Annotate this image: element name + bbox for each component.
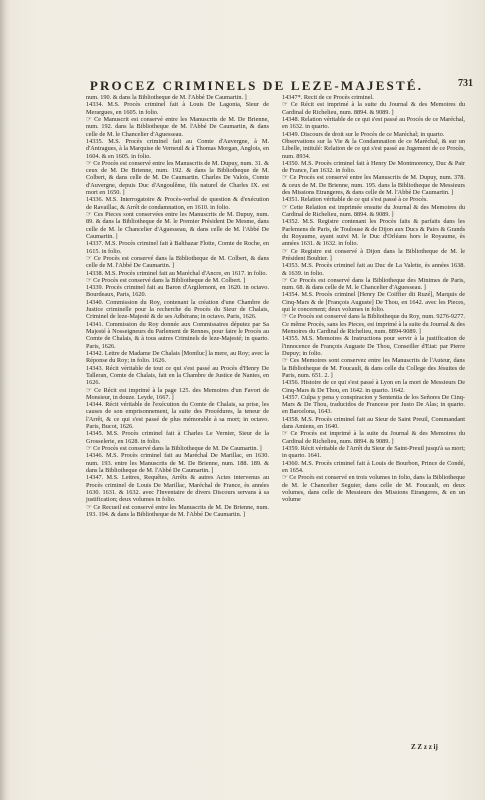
bibliography-entry: ☞ Ces Pieces sont conservées entre les Manuscrits de M. Dupuy, num. 89. & dans la Bibliotheque de M. le Premier Président De Mesme, dans celle de M. le Chancelier d'Aguesseau, & dans celle de M. l'Abbé De Caumartin. ] (86, 211, 269, 240)
right-column (282, 94, 465, 504)
bibliography-entry: 14337. M.S. Procès criminel fait à Balthazar Flotte, Comte de Roche, en 1615. in folio. (86, 240, 269, 255)
bibliography-entry: ☞ Ce Récit est imprimé à la page 125. des Memoires d'un Favori de Monsieur, in douze. Leyde, 1667. ] (86, 386, 269, 401)
bibliography-entry: 14351. Relation véritable de ce qui s'est passé à ce Procès. (282, 196, 428, 204)
bibliography-entry: ☞ Ce Procès est conservé entre les Manuscrits de M. Dupuy, num. 378. & ceux de M. De Brienne, num. 195. dans la Bibliotheque de Messieurs des Missions Etrangeres, & dans celle de M. l'Abbé De Caumartin. ] (282, 174, 465, 197)
bibliography-entry: ☞ Ce Procès est conservé en trois volumes in folio, dans la Bibliotheque de M. le Chancelier Seguier, dans celle de M. Foucault, en deux volumes, dans celle de Messieurs des Missions Etrangeres, & en un volume (282, 474, 465, 504)
page-number: 731 (458, 78, 473, 89)
bibliography-entry: 14349. Discours de droit sur le Procès de ce Maréchal; in quarto. (282, 130, 445, 138)
bibliography-entry: 14348. Relation véritable de ce qui s'est passé au Procès de ce Maréchal, en 1632. in quarto. (282, 115, 465, 131)
bibliography-entry: ☞ Ce Procès est conservé dans la Bibliotheque des Minimes de Paris, num. 68. & dans celle de M. le Chancelier d'Aguesseau. ] (282, 276, 465, 292)
bibliography-entry: 14353. M.S. Procès criminel fait au Duc de La Valette, ès années 1638. & 1639. in folio. (282, 262, 465, 277)
bibliography-entry: 14345. M.S. Procès criminel fait à Charles Le Vernier, Sieur de la Grosselerie, en 1628. in folio. (86, 430, 269, 445)
bibliography-entry: 14354. M.S. Procès criminel [Henry De Coiffier dit Ruzé], Marquis de Cinq-Mars & de [François Auguste] De Thou, en 1642. avec les Pieces, qui le concernent; deux volumes in folio. (282, 291, 465, 314)
bibliography-entry: 14357. Culpa y pena y conspiracion y Sententia de los Señores De Cinq-Mars & De Thou, traducidos de Francese por Justo De Alas; in quarto. en Barcelona, 1643. (282, 393, 465, 416)
bibliography-entry: ☞ Ce Procès est conservé dans la Bibliotheque de M. De Caumartin. ] (86, 445, 262, 452)
signature-mark: Z Z z z ij (411, 743, 438, 751)
bibliography-entry: 14339. Procès criminel fait au Baron d'Argilemont, en 1620. in octavo. Bourdeaux, Paris, 1620. (86, 284, 269, 299)
bibliography-entry: 14356. Histoire de ce qui s'est passé à Lyon en la mort de Messieurs De Cinq-Mars & De Thou, en 1642. in quarto. 1642. (282, 379, 465, 394)
bibliography-entry: 14350. M.S. Procès criminel fait à Henry De Montmorency, Duc & Pair de France, l'an 1632. in folio. (282, 159, 465, 175)
bibliography-entry: 14342. Lettre de Madame De Chalais [Montluc] la mere, au Roy; avec la Réponse du Roy; in folio. 1626. (86, 349, 269, 365)
bibliography-entry: 14341. Commission du Roy donnée aux Commissaires députez par Sa Majesté à Nosseigneurs du Parlement de Rennes, pour faire le Procès au Comte de Chalais, & à tous autres Criminels de leze-Majesté; in quarto. Paris, 1626. (86, 320, 269, 350)
bibliography-entry: ☞ Ce Procès est conservé dans la Bibliotheque de M. Colbert. ] (86, 276, 246, 284)
bibliography-entry: ☞ Ce Procès est conservé dans la Bibliotheque de M. Colbert, & dans celle de M. l'Abbé De Caumartin. ] (86, 254, 269, 270)
bibliography-entry: 14346. M.S. Procès criminel fait au Maréchal De Marillac, en 1630. num. 193. entre les Manuscrits de M. De Brienne, num. 188. 189. & dans la Bibliotheque de M. l'Abbé De Caumartin. ] (86, 452, 269, 474)
bibliography-entry: 14340. Commission du Roy, contenant la création d'une Chambre de Justice criminelle pour la recherche du Procès du Sieur de Chalais, Criminel de leze-Majesté & de ses Adhérans; in octavo. Paris, 1626. (86, 298, 269, 321)
bibliography-entry: 14352. M.S. Registre contenant les Procès faits & parfaits dans les Parlemens de Paris, de Toulouse & de Dijon aux Ducs & Pairs & Grands du Royaume, ayant suivi M. le Duc d'Orléans hors le Royaume, ès années 1631. & 1632. in folio. (282, 218, 465, 248)
bibliography-entry: num. 190. & dans la Bibliotheque de M. l'Abbé De Caumartin. ] (86, 94, 247, 101)
running-head: PROCEZ CRIMINELS DE LEZE-MAJESTÉ. (89, 78, 424, 93)
left-column (86, 94, 269, 518)
bibliography-entry: 14336. M.S. Interrogatoire & Procès-verbal de question & d'exécution de Ravaillac, & Arrêt de condamnation, en 1610. in folio. (86, 196, 269, 211)
bibliography-entry: ☞ Ce Registre est conservé à Dijon dans la Bibliotheque de M. le Président Bouhier. ] (282, 247, 465, 262)
bibliography-entry: 14334. M.S. Procès criminel fait à Louis De Lagonia, Sieur de Merargues, en 1605. in folio. (86, 101, 269, 116)
bibliography-entry: 14347. M.S. Lettres, Requêtes, Arrêts & autres Actes intervenus au Procès criminel de Louis De Marillac, Maréchal de France, ès années 1630. 1631. & 1632. avec l'Inventaire de divers Discours servans à sa justification; deux volumes in folio. (86, 474, 269, 504)
bibliography-entry: ☞ Ce Procès est conservé dans la Bibliotheque du Roy, num. 9276-9277. Ce même Procès, sans les Pieces, est imprimé à la suite du Journal & des Memoires du Cardinal de Richelieu, num. 8894-9089. ] (282, 313, 465, 335)
bibliography-entry: ☞ Ce Procès est conservé entre les Manuscrits de M. Dupuy, num. 31. & ceux de M. De Brienne, num. 192. & dans la Bibliotheque de M. Colbert, & dans celle de M. De Caumartin. Charles De Valois, Comte d'Auvergne, depuis Duc d'Angoulême, fils naturel de Charles IX. est mort en 1650. ] (86, 159, 269, 197)
bibliography-entry: 14347*. Recit de ce Procès criminel. (282, 94, 374, 101)
bibliography-entry: ☞ Ce Récit est imprimé à la suite du Journal & des Memoires du Cardinal de Richelieu, num. 8894. & 9089. ] (282, 101, 465, 116)
bibliography-entry: 14358. M.S. Procès criminel fait au Sieur de Saint Preuil, Commandant dans Amiens, en 1640. (282, 415, 465, 431)
bibliography-entry: Observations sur la Vie & la Condamnation de ce Maréchal, & sur un Libelle, intitulé: Relation de ce qui s'est passé au Jugement de ce Procès, num. 8934. (282, 137, 465, 160)
bibliography-entry: ☞ Ce Manuscrit est conservé entre les Manuscrits de M. De Brienne, num. 192. dans la Bibliotheque de M. l'Abbé De Caumartin, & dans celle de M. le Chancelier d'Aguesseau. (86, 115, 269, 138)
bibliography-entry: ☞ Ce Procès est imprimé à la suite du Journal & des Memoires du Cardinal de Richelieu, num. 8894. & 9089. ] (282, 430, 465, 445)
bibliography-entry: 14355. M.S. Memoires & Instructions pour servir à la justification de l'innocence de François Auguste De Thou, Conseiller d'Etat: par Pierre Dupuy; in folio. (282, 335, 465, 357)
bibliography-entry: 14359. Récit véritable de l'Arrêt du Sieur de Saint-Preuil jusqu'à sa mort; in quarto. 1641. (282, 445, 465, 460)
page-header (80, 78, 473, 94)
bibliography-entry: 14344. Récit véritable de l'exécution du Comte de Chalais, sa prise, les causes de son emprisonnement, la suite des Procédures, la teneur de l'Arrêt, & ce qui s'est passé de plus mémorable à sa mort; in octavo. Paris, Bucot, 1626. (86, 401, 269, 431)
bibliography-entry: ☞ Cette Relation est imprimée ensuite du Journal & des Memoires du Cardinal de Richelieu, num. 8894. & 9089. ] (282, 203, 465, 218)
bibliography-entry: ☞ Ce Recueil est conservé entre les Manuscrits de M. De Brienne, num. 193. 194. & dans la Bibliotheque de M. l'Abbé De Caumartin. ] (86, 503, 269, 518)
bibliography-entry: ☞ Ces Memoires sont conservez entre les Manuscrits de l'Auteur, dans la Bibliotheque de M. Foucault, & dans celle du College des Jésuites de Paris, num. 651. 2. ] (282, 357, 465, 379)
bibliography-entry: 14343. Récit véritable de tout ce qui s'est passé au Procès d'Henry De Talleran, Comte de Chalais, fait en la Chambre de Justice de Nantes, en 1626. (86, 364, 269, 387)
bibliography-entry: 14338. M.S. Procès criminel fait au Maréchal d'Ancre, en 1617. in folio. (86, 269, 268, 277)
gutter-shadow (0, 0, 10, 800)
bibliography-entry: 14360. M.S. Procès criminel fait à Louis de Bourbon, Prince de Condé, en 1654. (282, 459, 465, 474)
bibliography-entry: 14335. M.S. Procès criminel fait au Comte d'Auvergne, à M. d'Antragues, à la Marquise de Verneuil & à Thomas Morgan, Anglois, en 1604. & en 1605. in folio. (86, 137, 269, 160)
